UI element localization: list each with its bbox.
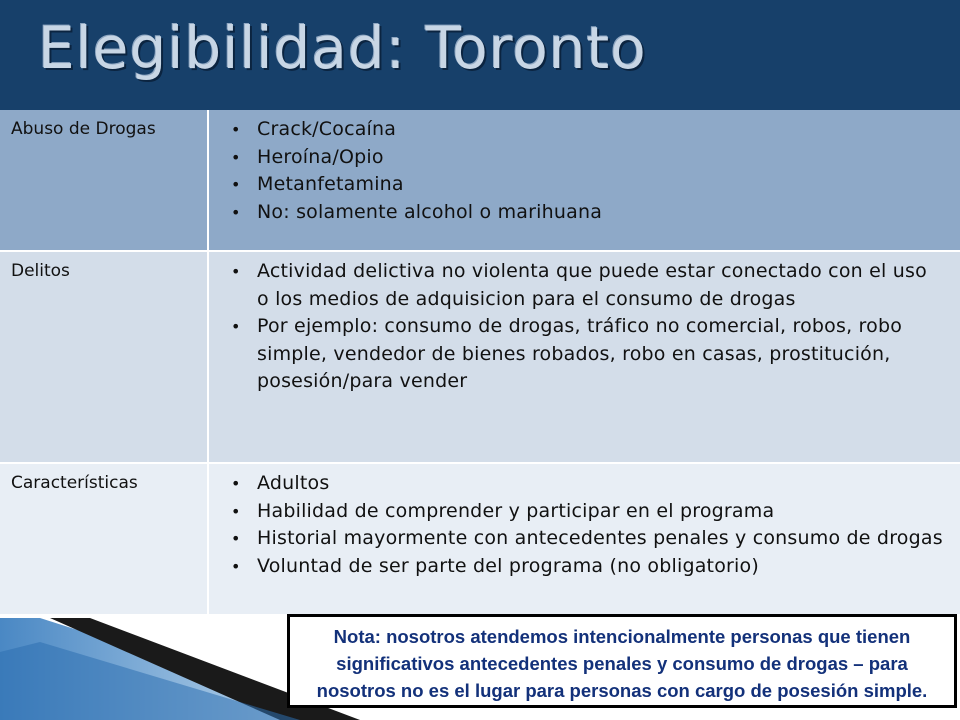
list-item: • Voluntad de ser parte del programa (no obligatorio) xyxy=(229,553,944,581)
list-item: • Heroína/Opio xyxy=(229,144,944,172)
row-label: Delitos xyxy=(0,252,209,462)
list-item: • Historial mayormente con antecedentes penales y consumo de drogas xyxy=(229,525,944,553)
list-item: • Habilidad de comprender y participar en el programa xyxy=(229,498,944,526)
row-content xyxy=(209,464,960,614)
list-item: • Crack/Cocaína xyxy=(229,116,944,144)
row-label: Características xyxy=(0,464,209,614)
list-item: • No: solamente alcohol o marihuana xyxy=(229,199,944,227)
table-row xyxy=(0,110,960,252)
note-text: Nota: nosotros atendemos intencionalmente personas que tienen significativos antecedentes penales y consumo de drogas – para nosotros no es el lugar para personas con cargo de posesión simple. xyxy=(316,626,928,701)
list-item: • Actividad delictiva no violenta que puede estar conectado con el uso o los medios de adquisicion para el consumo de drogas xyxy=(229,258,944,313)
list-item: • Metanfetamina xyxy=(229,171,944,199)
table-row xyxy=(0,464,960,616)
list-item: • Adultos xyxy=(229,470,944,498)
list-item: • Por ejemplo: consumo de drogas, tráfico no comercial, robos, robo simple, vendedor de bienes robados, robo en casas, prostitución, posesión/para vender xyxy=(229,313,944,396)
note-box xyxy=(287,614,957,708)
slide-title: Elegibilidad: Toronto xyxy=(38,14,647,82)
row-label: Abuso de Drogas xyxy=(0,110,209,250)
eligibility-table xyxy=(0,110,960,616)
title-bar xyxy=(0,0,960,110)
table-row xyxy=(0,252,960,464)
row-content xyxy=(209,252,960,462)
row-content xyxy=(209,110,960,250)
